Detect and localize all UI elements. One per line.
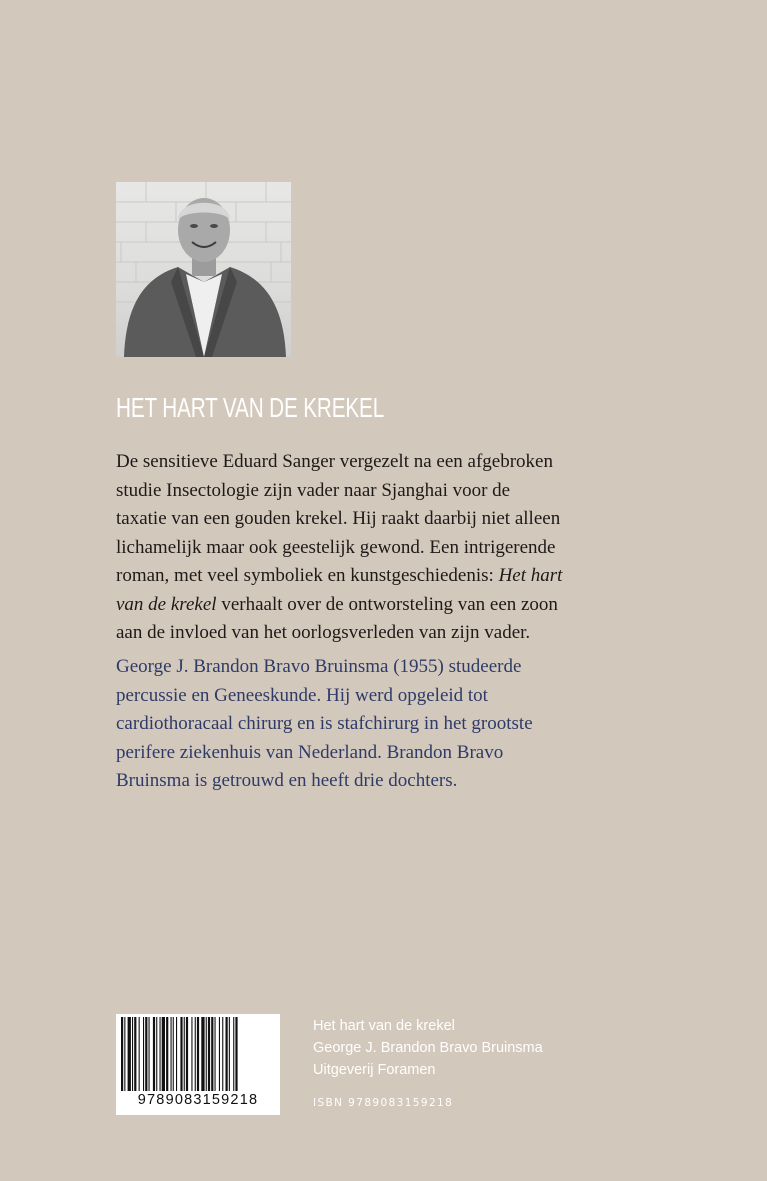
barcode-bar (229, 1017, 230, 1091)
barcode-bar (166, 1017, 168, 1091)
barcode-bar (235, 1017, 237, 1091)
bio-line: percussie en Geneeskunde. Hij werd opgeleid tot (116, 684, 488, 706)
barcode-bar (184, 1017, 185, 1091)
barcode-bar (160, 1017, 161, 1091)
blurb-line: lichamelijk maar ook geestelijk gewond. Een intrigerende (116, 536, 556, 558)
barcode-bar (121, 1017, 123, 1091)
barcode-bar (197, 1017, 199, 1091)
barcode-bar (219, 1017, 220, 1091)
barcode-bar (186, 1017, 188, 1091)
barcode-bar (153, 1017, 155, 1091)
barcode-bar (233, 1017, 234, 1091)
author-portrait-image (116, 182, 291, 357)
colophon-author: George J. Brandon Bravo Bruinsma (313, 1040, 543, 1056)
barcode-bar (208, 1017, 210, 1091)
barcode-bar (149, 1017, 150, 1091)
colophon-title: Het hart van de krekel (313, 1018, 455, 1034)
blurb-line: De sensitieve Eduard Sanger vergezelt na een afgebroken (116, 451, 553, 472)
barcode-bar (206, 1017, 207, 1091)
barcode-bar (201, 1017, 204, 1091)
barcode-number: 9789083159218 (137, 1092, 259, 1108)
blurb-line-text: verhaalt over de ontworsteling van een zoon (221, 593, 558, 615)
bio-line: cardiothoracaal chirurg en is stafchirurg in het grootste (116, 713, 533, 734)
blurb-line: studie Insectologie zijn vader naar Sjanghai voor de (116, 479, 511, 501)
barcode-bar (162, 1017, 165, 1091)
blurb-line (116, 562, 676, 591)
blurb-italic-title: Het hart (498, 565, 563, 586)
barcode-bar (124, 1017, 125, 1091)
blurb-italic-title-cont: van de krekel (116, 593, 217, 615)
isbn-label: ISBN 9789083159218 (313, 1097, 454, 1109)
barcode-bar (132, 1017, 133, 1091)
barcode-bar (173, 1017, 174, 1091)
author-bio (116, 653, 676, 796)
blurb-line (116, 591, 676, 620)
barcode-bar (180, 1017, 182, 1091)
barcode-bar (215, 1017, 216, 1091)
barcode-bar (195, 1017, 196, 1091)
book-blurb (116, 448, 676, 648)
barcode-bar (226, 1017, 228, 1091)
blurb-line: taxatie van een gouden krekel. Hij raakt daarbij niet alleen (116, 508, 561, 529)
barcode-bar (128, 1017, 131, 1091)
barcode-bar (143, 1017, 144, 1091)
blurb-line: aan de invloed van het oorlogsverleden van zijn vader. (116, 622, 531, 643)
barcode (116, 1014, 280, 1115)
barcode-bar (156, 1017, 157, 1091)
barcode-bar (145, 1017, 147, 1091)
bio-line: George J. Brandon Bravo Bruinsma (1955) studeerde (116, 656, 522, 677)
barcode-bars (121, 1017, 275, 1091)
barcode-bar (191, 1017, 192, 1091)
colophon-publisher: Uitgeverij Foramen (313, 1062, 436, 1078)
book-title-heading: HET HART VAN DE KREKEL (116, 392, 385, 423)
barcode-bar (171, 1017, 172, 1091)
bio-line: Bruinsma is getrouwd en heeft drie dochters. (116, 770, 458, 791)
barcode-bar (222, 1017, 223, 1091)
barcode-bar (134, 1017, 136, 1091)
bio-line: perifere ziekenhuis van Nederland. Brandon Bravo (116, 741, 504, 763)
blurb-line-text: roman, met veel symboliek en kunstgeschiedenis: (116, 565, 494, 586)
barcode-bar (176, 1017, 177, 1091)
author-photo (116, 182, 291, 357)
colophon (313, 1015, 543, 1081)
barcode-bar (211, 1017, 213, 1091)
barcode-bar (139, 1017, 140, 1091)
